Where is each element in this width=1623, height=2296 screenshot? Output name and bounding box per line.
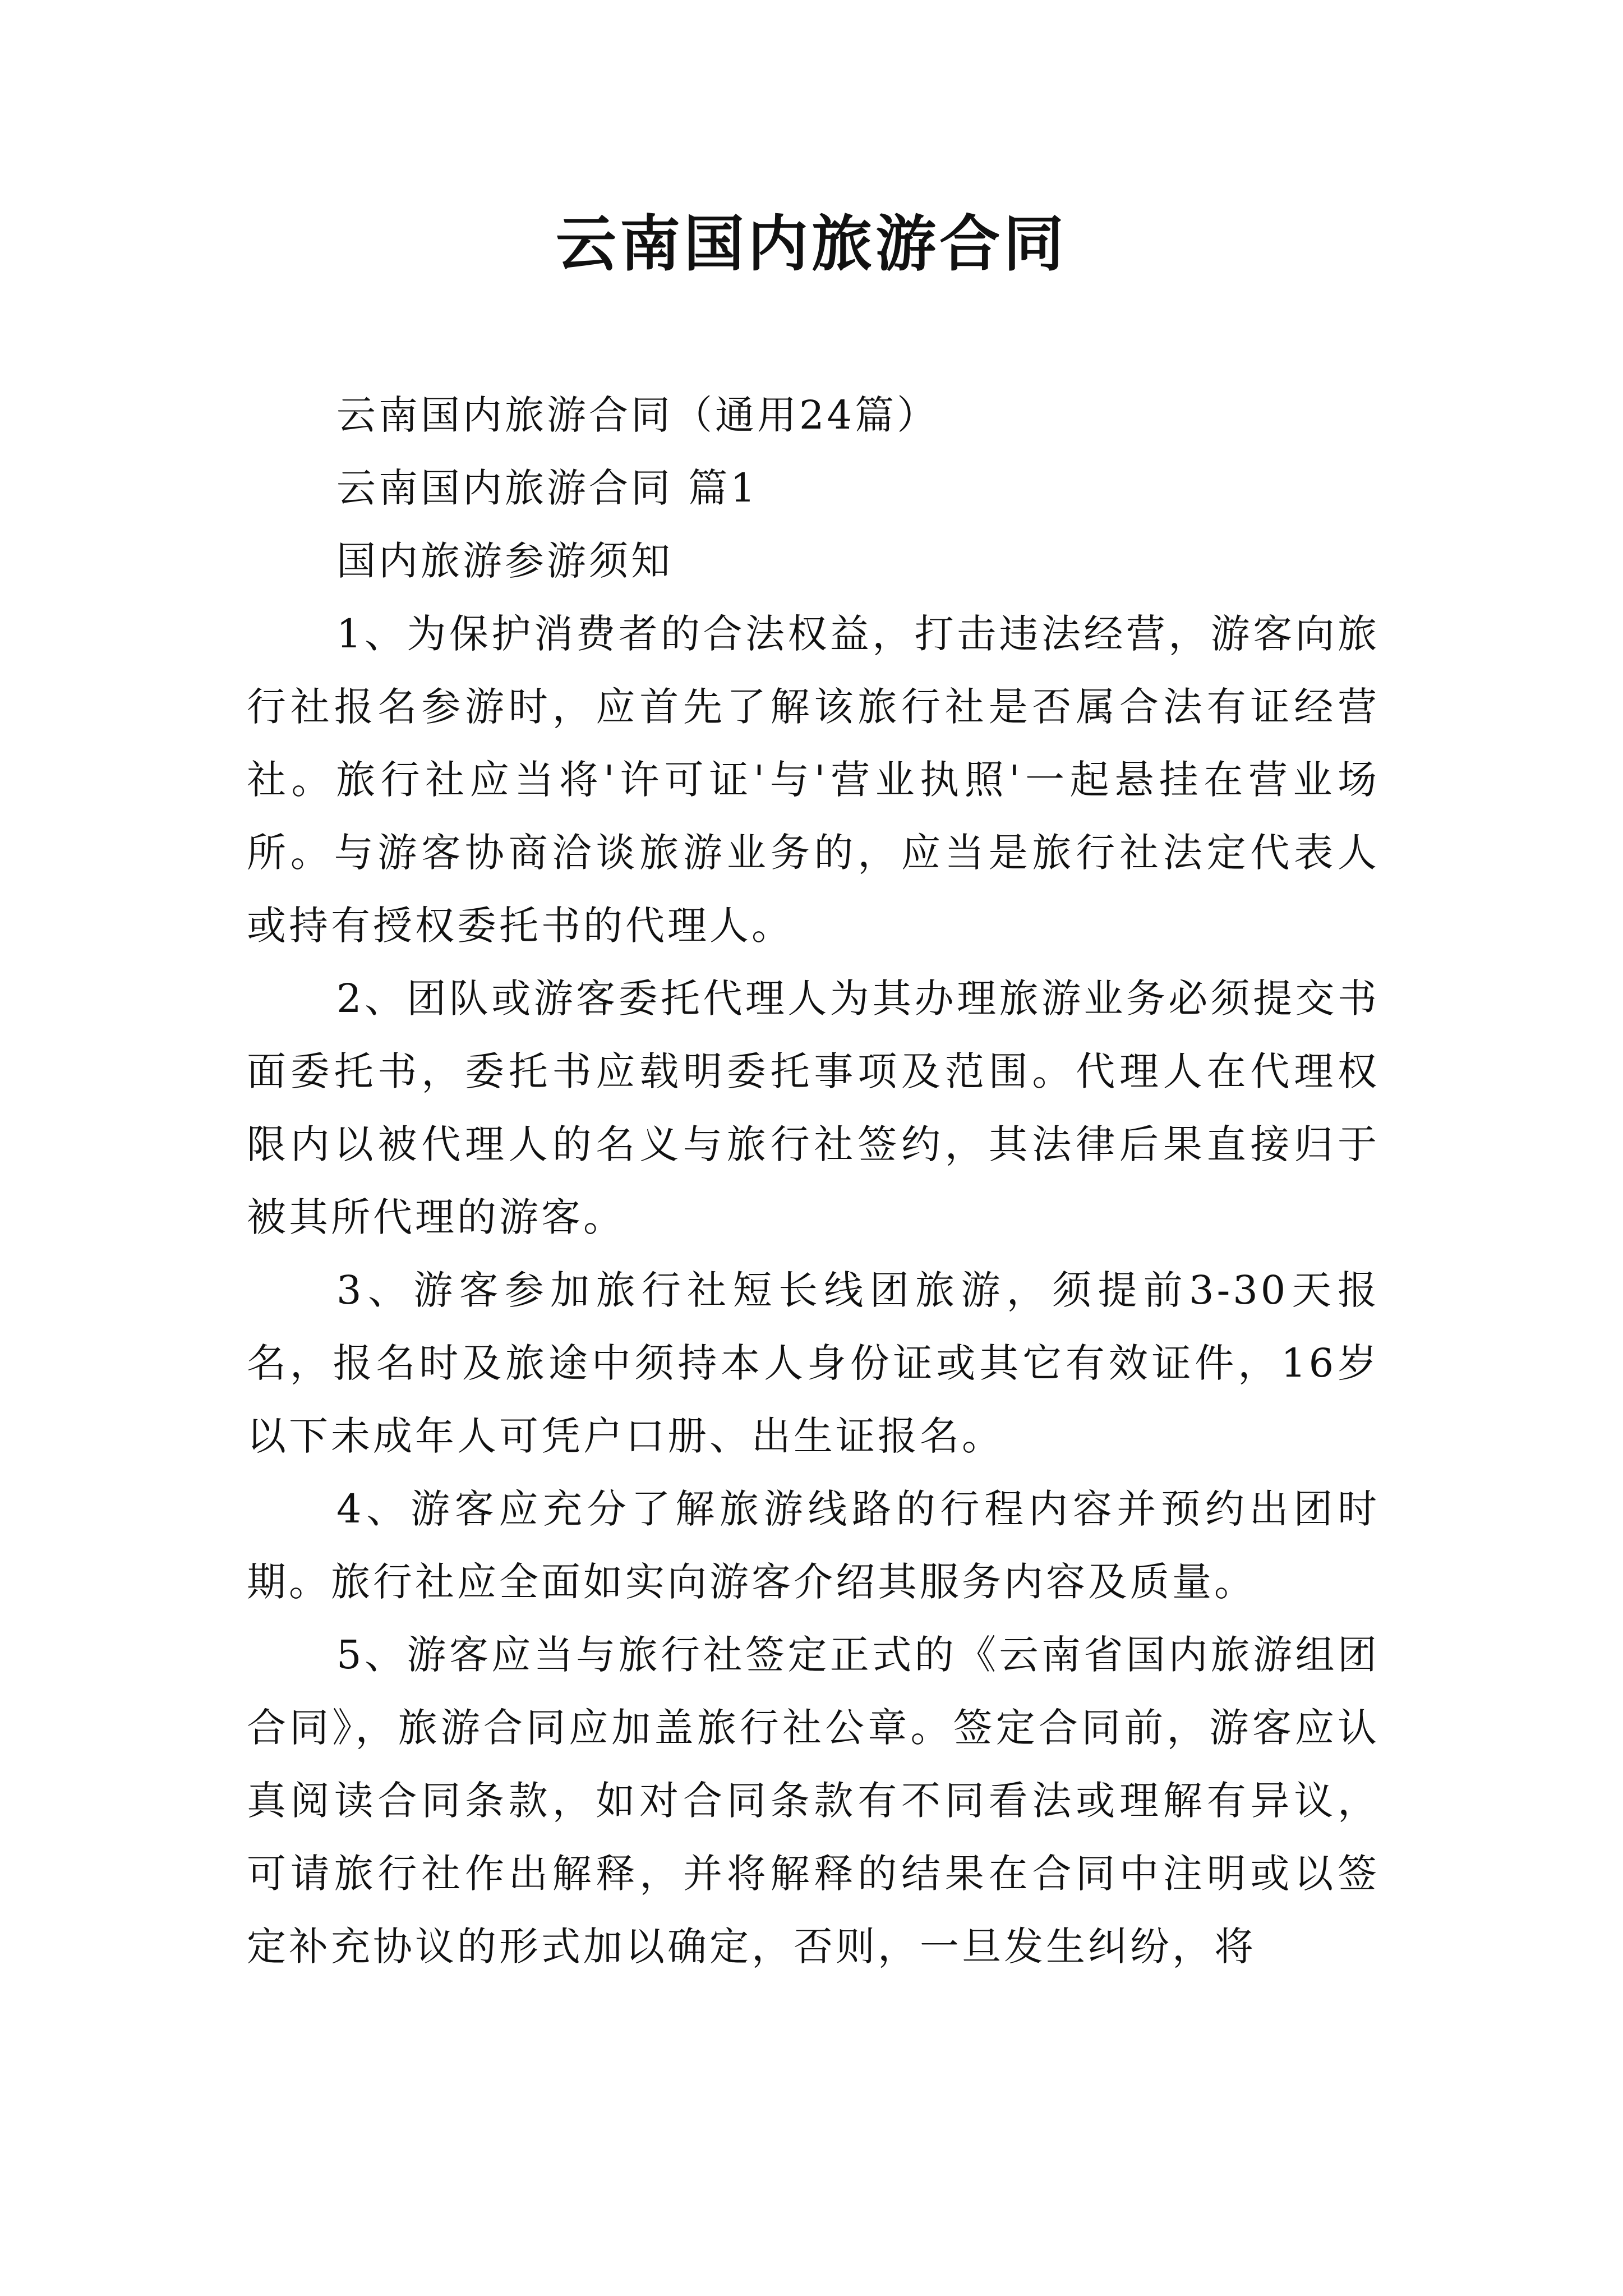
paragraph-3: 3、游客参加旅行社短长线团旅游，须提前3-30天报名，报名时及旅途中须持本人身份证或其它有效证件，16岁以下未成年人可凭户口册、出生证报名。 — [247, 1267, 1380, 1459]
document-subtitle: 云南国内旅游合同（通用24篇） — [336, 392, 939, 438]
document-body — [247, 379, 1380, 1983]
section-heading: 云南国内旅游合同 篇1 — [336, 465, 758, 511]
paragraph-2: 2、团队或游客委托代理人为其办理旅游业务必须提交书面委托书，委托书应载明委托事项及范围。代理人在代理权限内以被代理人的名义与旅行社签约，其法律后果直接归于被其所代理的游客。 — [247, 976, 1380, 1240]
paragraph-1: 1、为保护消费者的合法权益，打击违法经营，游客向旅行社报名参游时，应首先了解该旅行社是否属合法有证经营社。旅行社应当将'许可证'与'营业执照'一起悬挂在营业场所。与游客协商洽谈旅游业务的，应当是旅行社法定代表人或持有授权委托书的代理人。 — [247, 611, 1380, 949]
notice-heading: 国内旅游参游须知 — [336, 538, 673, 584]
paragraph-4: 4、游客应充分了解旅游线路的行程内容并预约出团时期。旅行社应全面如实向游客介绍其服务内容及质量。 — [247, 1486, 1380, 1605]
paragraph-5: 5、游客应当与旅行社签定正式的《云南省国内旅游组团合同》，旅游合同应加盖旅行社公章。签定合同前，游客应认真阅读合同条款，如对合同条款有不同看法或理解有异议，可请旅行社作出解释，并将解释的结果在合同中注明或以签定补充协议的形式加以确定，否则，一旦发生纠纷，将 — [247, 1632, 1380, 1970]
document-title: 云南国内旅游合同 — [555, 209, 1067, 279]
